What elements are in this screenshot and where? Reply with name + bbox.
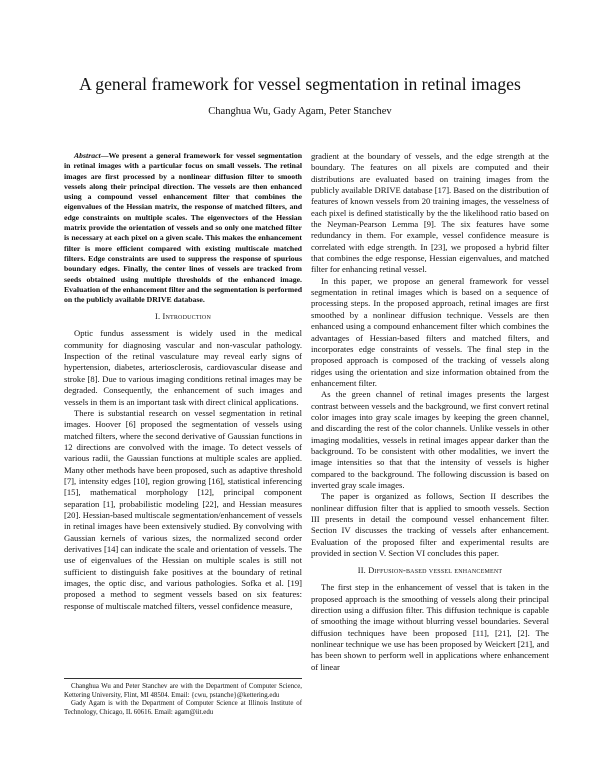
abstract-text: —We present a general framework for vessel segmentation in retinal images with a particular focus on small vessels. The retinal images are first processed by a nonlinear diffusion filter to smooth vessels along their principal direction. The vessels are then enhanced using a compound vessel enhancement filter that combines the eigenvalues of the Hessian matrix, the response of matched filters, and edge constraints on multiple scales. The eigenvectors of the Hessian matrix provide the orientation of vessels and so only one matched filter is necessary at each pixel on a given scale. This makes the enhancement filter is more efficient compared with existing multiscale matched filters. Edge constraints are used to suppress the response of spurious boundary edges. Finally, the center lines of vessels are tracked from seeds obtained using multiple thresholds of the enhanced image. Evaluation of the enhancement filter and the segmentation is performed on the publicly available DRIVE database. — [64, 151, 302, 305]
right-paragraph-4: The paper is organized as follows, Section II describes the nonlinear diffusion filter that is applied to smooth vessels. Section III presents in detail the compound vessel enhancement filter. Section IV discusses the tracking of vessels after enhancement. Evaluation of the proposed filter and experimental results are provided in section V. Section VI concludes this paper. — [311, 491, 549, 559]
right-paragraph-1: gradient at the boundary of vessels, and the edge strength at the boundary. The features on all pixels are computed and their distributions are evaluated based on training images from the publicly available DRIVE database [17]. Based on the distribution of features of known vessels from 20 training images, the vesselness of each pixel is defined statistically by the the likelihood ratio based on the Neyman-Pearson Lemma [9]. The six features have some redundancy in them. For example, vessel confidence measure is correlated with edge strength. In [23], we proposed a hybrid filter that combines the edge response, Hessian eigenvalues, and matched filter for enhancing retinal vessel. — [311, 151, 549, 275]
left-column — [64, 151, 302, 612]
paper-authors: Changhua Wu, Gady Agam, Peter Stanchev — [208, 106, 392, 117]
paper-title: A general framework for vessel segmentation in retinal images — [79, 74, 521, 94]
section-heading-introduction: I. Introduction — [154, 312, 211, 322]
intro-paragraph-2: There is substantial research on vessel segmentation in retinal images. Hoover [6] proposed the segmentation of vessels using matched filters, where the second derivative of Gaussian functions in 12 directions are convolved with the image. To detect vessels of various radii, the Gaussian functions at multiple scales are applied. Many other methods have been proposed, such as adaptive threshold [7], intensity edges [10], region growing [16], statistical inferencing [15], mathematical morphology [12], principal component separation [1], probabilistic modeling [22], and Hessian measures [20]. Hessian-based multiscale segmentation/enhancement of vessels in retinal images have been extensively studied. By convolving with Gaussian kernels of various sizes, the normalized second order derivatives [14] can indicate the scale and orientation of vessels. The use of eigenvalues of the Hessian on multiple scales is still not sufficient to distinguish fake positives at the boundary of retinal images, the optic disc, and various pathologies. Sofka et al. [19] proposed a method to segment vessels based on six features: response of multiscale matched filters, vessel confidence measure, — [64, 407, 302, 611]
footnote-authors-kettering: Changhua Wu and Peter Stanchev are with the Department of Computer Science, Kettering University, Flint, MI 48504. Email: {cwu, pstanche}@kettering.edu — [64, 683, 302, 699]
abstract — [64, 151, 302, 305]
intro-paragraph-1: Optic fundus assessment is widely used in the medical community for diagnosing vascular and non-vascular pathology. Inspection of the retinal vasculature may reveal early signs of hypertension, diabetes, arteriosclerosis, cardiovascular disease and stroke [8]. Due to various imaging conditions retinal images may be degraded. Consequently, the enhancement of such images and vessels in them is an important task with direct clinical applications. — [64, 328, 302, 407]
right-paragraph-5: The first step in the enhancement of vessel that is taken in the proposed approach is the smoothing of vessels along their principal direction using a diffusion filter. This diffusion technique is capable of smoothing the image without blurring vessel boundaries. Several diffusion techniques have been proposed [11], [21], [2]. The nonlinear technique we use has been proposed by Weickert [21], and has been shown to perform well in applications where enhancement of linear — [311, 582, 549, 672]
abstract-label: Abstract — [74, 151, 101, 160]
right-paragraph-3: As the green channel of retinal images presents the largest contrast between vessels and the background, we first convert retinal color images into gray scale images by keeping the green channel, and discarding the rest of the color channels. Unlike vessels in other imaging modalities, vessels in retinal images appear darker than the background. To be consistent with other modalities, we invert the image intensities so that that the intensity of vessels is higher compared to the background. The following discussion is based on inverted gray scale images. — [311, 389, 549, 490]
footnote-author-iit: Gady Agam is with the Department of Computer Science at Illinois Institute of Technology, Chicago, IL 60616. Email: agam@iit.edu — [64, 700, 302, 716]
right-column — [311, 151, 549, 673]
right-paragraph-2: In this paper, we propose an general framework for vessel segmentation in retinal images which is based on a sequence of processing steps. In the proposed approach, retinal images are first smoothed by a nonlinear diffusion technique. Vessels are then enhanced using a compound enhancement filter which combines the advantages of Hessian-based filters and matched filters, and incorporates edge constraints of vessels. The final step in the proposed approach is composed of the tracking of vessels along ridges using the orientation and size information obtained from the enhancement filter. — [311, 275, 549, 388]
footnotes — [64, 678, 302, 717]
section-heading-diffusion: II. Diffusion-based vessel enhancement — [357, 566, 503, 576]
